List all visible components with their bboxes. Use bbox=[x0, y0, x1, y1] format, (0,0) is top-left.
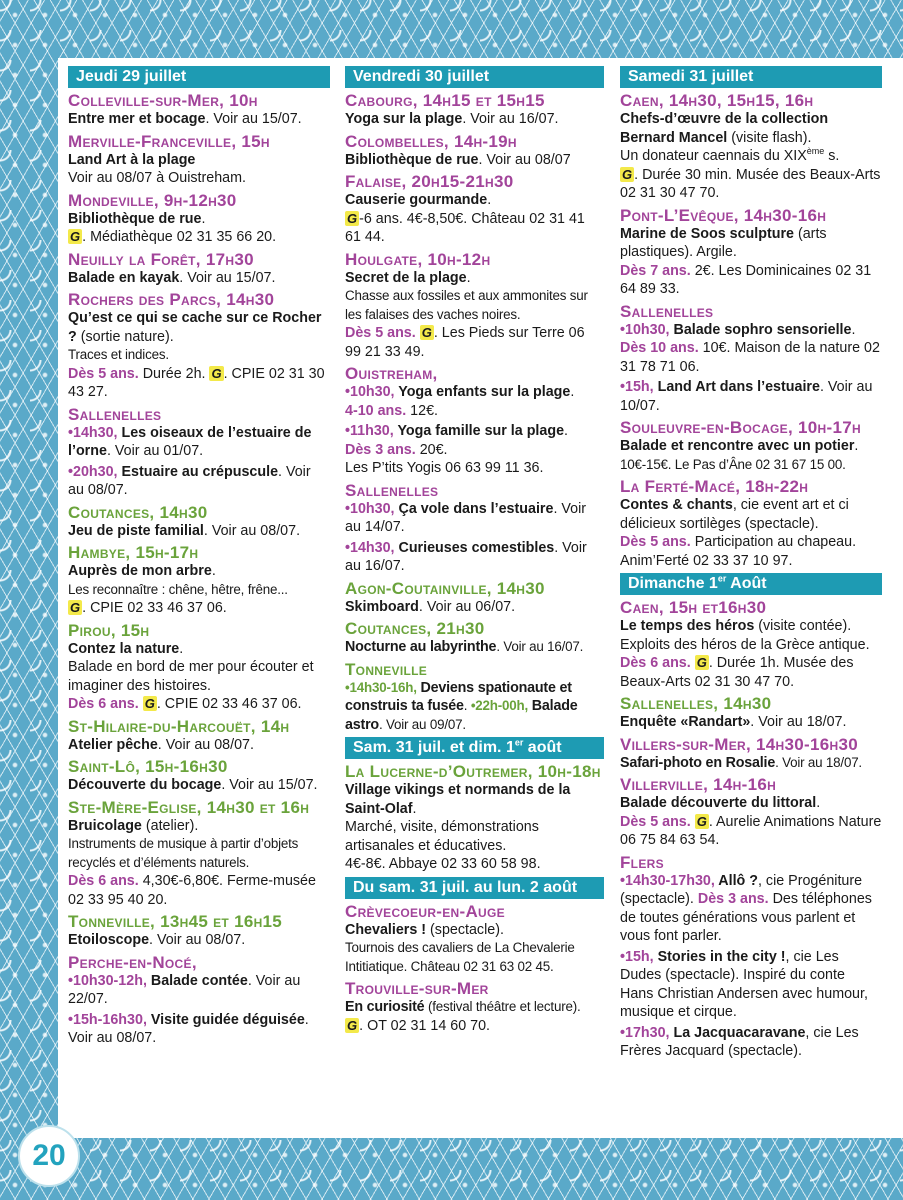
event-title: Causerie gourmande bbox=[345, 192, 488, 208]
free-icon: G bbox=[211, 365, 222, 381]
event-place: Caen, 14h30, 15h15, 16h bbox=[620, 91, 814, 110]
event-title: Land Art dans l’estuaire bbox=[653, 379, 820, 395]
free-icon: G bbox=[144, 696, 155, 711]
event-info: . Voir au 15/07. bbox=[205, 111, 302, 127]
event-place: Sallenelles bbox=[345, 480, 439, 500]
event-place: Mondeville, 9h-12h30 bbox=[68, 190, 237, 210]
event: Pont-L’Evêque, 14h30-16h Marine de Soos sculpture (arts plastiques). Argile. Dès 7 ans. 2€. Les Dominicaines 02 31 64 89 33. bbox=[620, 206, 882, 299]
event: Caen, 15h et16h30 Le temps des héros (visite contée). Exploits des héros de la Grèce antique. Dès 6 ans. G . Durée 1h. Musée des Beaux-Arts 02 31 30 47 70. bbox=[620, 598, 882, 691]
event-place: Crèvecoeur-en-Auge bbox=[345, 901, 505, 921]
event: Colombelles, 14h-19h Bibliothèque de rue. Voir au 08/07 bbox=[345, 132, 604, 170]
event: Ste-Mère-Eglise, 14h30 et 16h Bruicolage (atelier). Instruments de musique à partir d’objets recyclés et d’éléments naturels. Dès 6 ans. 4,30€-6,80€. Ferme-musée 02 33 95 40 20. bbox=[68, 798, 330, 910]
event-place: Saint-Lô, 15h-16h30 bbox=[68, 757, 228, 776]
event: Villers-sur-Mer, 14h30-16h30 Safari-photo en Rosalie. Voir au 18/07. bbox=[620, 735, 882, 773]
age-label: Dès 6 ans. bbox=[620, 655, 691, 671]
event-title: Contes & chants bbox=[620, 497, 733, 513]
event-place: Souleuvre-en-Bocage, 10h-17h bbox=[620, 418, 861, 437]
event-time: •22h-00h, bbox=[470, 698, 529, 713]
day-header: Sam. 31 juil. et dim. 1er août bbox=[345, 737, 604, 759]
event-place: Villers-sur-Mer, 14h30-16h30 bbox=[620, 734, 858, 754]
event-place: Hambye, 15h-17h bbox=[68, 543, 199, 562]
event-title: Ça vole dans l’estuaire bbox=[394, 500, 554, 517]
event-title: Balade découverte du littoral bbox=[620, 795, 817, 811]
age-label: Dès 5 ans. bbox=[620, 534, 691, 550]
event-time: •14h30-17h30, bbox=[620, 872, 715, 889]
event-title: Yoga famille sur la plage bbox=[393, 423, 565, 439]
event-place: Sallenelles, 14h30 bbox=[620, 694, 772, 713]
event-place: Pirou, 15h bbox=[68, 620, 150, 640]
event-place: Coutances, 14h30 bbox=[68, 502, 208, 522]
event-place: Trouville-sur-Mer bbox=[345, 979, 489, 998]
event: La Ferté-Macé, 18h-22h Contes & chants, cie event art et ci délicieux sortilèges (spectacle). Dès 5 ans. Participation au chapeau. Anim’Ferté 02 33 37 10 97. bbox=[620, 477, 882, 570]
event-place: Sallenelles bbox=[620, 301, 714, 321]
event: Saint-Lô, 15h-16h30 Découverte du bocage. Voir au 15/07. bbox=[68, 757, 330, 795]
event-place: Agon-Coutainville, 14h30 bbox=[345, 578, 545, 598]
event: Cabourg, 14h15 et 15h15 Yoga sur la plage. Voir au 16/07. bbox=[345, 91, 604, 129]
page-number: 20 bbox=[18, 1125, 80, 1187]
event: Sallenelles •14h30, Les oiseaux de l’estuaire de l’orne. Voir au 01/07. •20h30, Estuaire au crépuscule. Voir au 08/07. bbox=[68, 405, 330, 500]
event-description: Instruments de musique à partir d’objets recyclés et d’éléments naturels. bbox=[68, 836, 299, 870]
event: Hambye, 15h-17h Auprès de mon arbre. Les reconnaître : chêne, hêtre, frêne... G . CPIE 02 33 46 37 06. bbox=[68, 543, 330, 618]
event-time: •15h, bbox=[620, 948, 654, 965]
event-title: Chefs-d’œuvre de la collection Bernard Mancel bbox=[620, 111, 829, 146]
event-title: Curieuses comestibles bbox=[394, 539, 555, 556]
event-place: Colleville-sur-Mer, 10h bbox=[68, 91, 258, 110]
age-label: Dès 7 ans. bbox=[620, 262, 691, 279]
event: Coutances, 14h30 Jeu de piste familial. Voir au 08/07. bbox=[68, 503, 330, 541]
event: Pirou, 15h Contez la nature. Balade en bord de mer pour écouter et imaginer des histoires. Dès 6 ans. G . CPIE 02 33 46 37 06. bbox=[68, 621, 330, 714]
event-info: . Voir au 15/07. bbox=[179, 269, 276, 286]
event-title: Découverte du bocage bbox=[68, 777, 222, 793]
event-title: Atelier pêche bbox=[68, 736, 158, 753]
event-title: Safari-photo en Rosalie bbox=[620, 754, 776, 771]
age-label: Dès 10 ans. bbox=[620, 340, 699, 356]
event-title: Secret de la plage bbox=[345, 269, 467, 286]
event: Sallenelles •10h30, Ça vole dans l’estuaire. Voir au 14/07. •14h30, Curieuses comestibles. Voir au 16/07. bbox=[345, 481, 604, 576]
event-time: •10h30, bbox=[345, 500, 395, 517]
day-header: Samedi 31 juillet bbox=[620, 66, 882, 88]
day-header: Vendredi 30 juillet bbox=[345, 66, 604, 88]
event-place: Caen, 15h et16h30 bbox=[620, 598, 767, 617]
free-icon: G bbox=[347, 210, 358, 226]
event-title: Visite guidée déguisée bbox=[146, 1011, 305, 1028]
age-label: Dès 5 ans. bbox=[345, 325, 416, 341]
event-time: •10h30, bbox=[620, 321, 670, 338]
event-title: Skimboard bbox=[345, 598, 419, 615]
event-time: •20h30, bbox=[68, 463, 118, 480]
event: Sallenelles, 14h30 Enquête «Randart». Voir au 18/07. bbox=[620, 694, 882, 732]
column-friday bbox=[345, 66, 604, 1038]
event-title: Chevaliers ! bbox=[345, 921, 427, 938]
agenda-page bbox=[58, 58, 903, 1138]
event-place: Tonneville, 13h45 et 16h15 bbox=[68, 912, 283, 931]
event-title: Balade astro bbox=[345, 698, 578, 733]
event: Falaise, 20h15-21h30 Causerie gourmande. G -6 ans. 4€-8,50€. Château 02 31 41 61 44. bbox=[345, 172, 604, 247]
event bbox=[68, 132, 330, 188]
event-place: Cabourg, 14h15 et 15h15 bbox=[345, 91, 545, 110]
event-place: Rochers des Parcs, 14h30 bbox=[68, 290, 275, 309]
event-title: Enquête «Randart» bbox=[620, 714, 751, 730]
event bbox=[68, 91, 330, 129]
event-title: Deviens spationaute et construis ta fusée bbox=[345, 679, 572, 714]
event-title: Estuaire au crépuscule bbox=[117, 463, 279, 480]
event-title: La Jacquacaravane bbox=[669, 1024, 806, 1041]
event-time: •15h-16h30, bbox=[68, 1011, 147, 1028]
age-label: Dès 6 ans. bbox=[68, 873, 139, 889]
event-title: Stories in the city ! bbox=[653, 948, 786, 965]
age-label: Dès 3 ans. bbox=[697, 891, 769, 907]
event: Souleuvre-en-Bocage, 10h-17h Balade et rencontre avec un potier. 10€-15€. Le Pas d’Âne 02 31 67 15 00. bbox=[620, 418, 882, 474]
event: Villerville, 14h-16h Balade découverte du littoral. Dès 5 ans. G . Aurelie Animations Nature 06 75 84 63 54. bbox=[620, 775, 882, 848]
event-info: Les P’tits Yogis 06 63 99 11 36. bbox=[345, 460, 544, 476]
column-thursday bbox=[68, 66, 330, 1051]
event-title: Bibliothèque de rue bbox=[68, 210, 202, 227]
event: Flers •14h30-17h30, Allô ?, cie Progéniture (spectacle). Dès 3 ans. Des téléphones de toutes générations vous parlent et vous font parler. •15h, Stories in the city !, cie Les Dudes (spectacle). Inspiré du conte Hans Christian Andersen avec humour, musique et cirque. •17h30, La Jacquacaravane, cie Les Frères Jacquard (spectacle). bbox=[620, 853, 882, 1061]
event-title: Etoiloscope bbox=[68, 932, 150, 948]
free-icon: G bbox=[622, 166, 633, 182]
event bbox=[68, 250, 330, 288]
event-title: Qu’est ce qui se cache sur ce Rocher ? bbox=[68, 310, 322, 345]
event-time: •17h30, bbox=[620, 1024, 670, 1041]
event-title: Balade sophro sensorielle bbox=[669, 321, 852, 338]
event: La Lucerne-d’Outremer, 10h-18h Village vikings et normands de la Saint-Olaf. Marché, visite, démonstrations artisanales et éducatives. 4€-8€. Abbaye 02 33 60 58 98. bbox=[345, 762, 604, 874]
event-place: Ste-Mère-Eglise, 14h30 et 16h bbox=[68, 797, 310, 817]
event-time: •14h30, bbox=[345, 539, 395, 556]
event: Mondeville, 9h-12h30 Bibliothèque de rue. G . Médiathèque 02 31 35 66 20. bbox=[68, 191, 330, 247]
event-time: •15h, bbox=[620, 379, 654, 395]
event: Agon-Coutainville, 14h30 Skimboard. Voir au 06/07. bbox=[345, 579, 604, 617]
event-info: 4€-8€. Abbaye 02 33 60 58 98. bbox=[345, 856, 541, 872]
free-icon: G bbox=[347, 1017, 358, 1033]
event-time: •11h30, bbox=[345, 423, 394, 439]
event-place: Merville-Franceville, 15h bbox=[68, 131, 270, 151]
event-place: Perche-en-Nocé, bbox=[68, 952, 197, 972]
event-title: Yoga sur la plage bbox=[345, 111, 463, 127]
event-description: 10€-15€. Le Pas d’Âne 02 31 67 15 00. bbox=[620, 456, 846, 472]
free-icon: G bbox=[70, 600, 81, 615]
day-header: Dimanche 1er Août bbox=[620, 573, 882, 595]
event-description: Balade en bord de mer pour écouter et imaginer des histoires. bbox=[68, 659, 314, 694]
event-description: Chasse aux fossiles et aux ammonites sur les falaises des vaches noires. bbox=[345, 288, 588, 322]
day-header: Du sam. 31 juil. au lun. 2 août bbox=[345, 877, 604, 899]
free-icon: G bbox=[70, 229, 81, 244]
event-title: Village vikings et normands de la Saint-Olaf bbox=[345, 782, 571, 817]
event-place: Colombelles, 14h-19h bbox=[345, 131, 517, 151]
age-label: 4-10 ans. bbox=[345, 402, 407, 419]
event: Caen, 14h30, 15h15, 16h Chefs-d’œuvre de la collection Bernard Mancel (visite flash). Un donateur caennais du XIXème s. G . Durée 30 min. Musée des Beaux-Arts 02 31 30 47 70. bbox=[620, 91, 881, 201]
age-label: Dès 5 ans. bbox=[620, 813, 691, 830]
event-place: Neuilly la Forêt, 17h30 bbox=[68, 249, 254, 269]
event: Rochers des Parcs, 14h30 Qu’est ce qui se cache sur ce Rocher ? (sortie nature). Traces et indices. Dès 5 ans. Durée 2h. G . CPIE 02 31 30 43 27. bbox=[68, 290, 330, 402]
event-place: Houlgate, 10h-12h bbox=[345, 249, 491, 269]
event: Perche-en-Nocé, •10h30-12h, Balade contée. Voir au 22/07. •15h-16h30, Visite guidée déguisée. Voir au 08/07. bbox=[68, 953, 330, 1048]
event: Tonneville, 13h45 et 16h15 Etoiloscope. Voir au 08/07. bbox=[68, 912, 330, 950]
event-place: La Lucerne-d’Outremer, 10h-18h bbox=[345, 762, 601, 781]
event: Houlgate, 10h-12h Secret de la plage. Chasse aux fossiles et aux ammonites sur les falaises des vaches noires. Dès 5 ans. G . Les Pieds sur Terre 06 99 21 33 49. bbox=[345, 250, 604, 362]
column-saturday bbox=[620, 66, 882, 1064]
free-icon: G bbox=[421, 325, 432, 340]
event-time: •10h30, bbox=[345, 384, 395, 400]
event-title: Les oiseaux de l’estuaire de l’orne bbox=[68, 424, 312, 459]
event-title: Bruicolage bbox=[68, 817, 142, 834]
event-title: Auprès de mon arbre bbox=[68, 563, 212, 579]
event-place: Tonneville bbox=[345, 659, 428, 679]
event: St-Hilaire-du-Harcouët, 14h Atelier pêche. Voir au 08/07. bbox=[68, 717, 330, 755]
event-place: Coutances, 21h30 bbox=[345, 619, 485, 638]
event-time: •10h30-12h, bbox=[68, 972, 147, 989]
event-title: Yoga enfants sur la plage bbox=[394, 384, 571, 400]
event: Ouistreham, •10h30, Yoga enfants sur la plage. 4-10 ans. 12€. •11h30, Yoga famille sur la plage. Dès 3 ans. 20€. Les P’tits Yogis 06 63 99 11 36. bbox=[345, 364, 604, 478]
event-place: St-Hilaire-du-Harcouët, 14h bbox=[68, 716, 290, 736]
event-title: Allô ? bbox=[714, 872, 758, 889]
event-place: Pont-L’Evêque, 14h30-16h bbox=[620, 205, 827, 225]
event-info: . Médiathèque 02 31 35 66 20. bbox=[82, 229, 277, 245]
age-label: Dès 5 ans. bbox=[68, 365, 139, 382]
event-title: Balade contée bbox=[146, 972, 248, 989]
event-title: Contez la nature bbox=[68, 640, 180, 657]
event-place: Ouistreham, bbox=[345, 364, 438, 383]
event-time: •14h30, bbox=[68, 424, 118, 441]
event-title: Nocturne au labyrinthe bbox=[345, 639, 497, 655]
event-title: Balade en kayak bbox=[68, 269, 180, 286]
event: Trouville-sur-Mer En curiosité (festival théâtre et lecture). G . OT 02 31 14 60 70. bbox=[345, 979, 604, 1035]
free-icon: G bbox=[696, 655, 707, 670]
event-title: Land Art à la plage bbox=[68, 151, 196, 168]
event-description: Un donateur caennais du XIXème s. bbox=[620, 146, 840, 164]
event: Coutances, 21h30 Nocturne au labyrinthe. Voir au 16/07. bbox=[345, 619, 604, 657]
event-time: •14h30-16h, bbox=[345, 679, 417, 695]
event-place: Falaise, 20h15-21h30 bbox=[345, 172, 514, 191]
day-header: Jeudi 29 juillet bbox=[68, 66, 330, 88]
event: Crèvecoeur-en-Auge Chevaliers ! (spectacle). Tournois des cavaliers de La Chevalerie Intitiatique. Château 02 31 63 02 45. bbox=[345, 902, 604, 977]
age-label: Dès 3 ans. bbox=[345, 441, 416, 458]
age-label: Dès 6 ans. bbox=[68, 696, 139, 712]
event-title: Marine de Soos sculpture bbox=[620, 225, 794, 242]
event-place: Villerville, 14h-16h bbox=[620, 775, 777, 794]
event-title: Bibliothèque de rue bbox=[345, 151, 479, 168]
event-title: Balade et rencontre avec un potier bbox=[620, 438, 855, 454]
event-place: Flers bbox=[620, 852, 664, 872]
event-title: En curiosité bbox=[345, 999, 425, 1015]
event-title: Jeu de piste familial bbox=[68, 522, 204, 539]
event-info: Voir au 08/07 à Ouistreham. bbox=[68, 170, 247, 186]
event-info: . CPIE 02 31 30 43 27. bbox=[68, 365, 325, 400]
event-place: Sallenelles bbox=[68, 404, 162, 424]
event-title: Entre mer et bocage bbox=[68, 111, 206, 127]
event-place: La Ferté-Macé, 18h-22h bbox=[620, 477, 809, 496]
event-description: Tournois des cavaliers de La Chevalerie Intitiatique. Château 02 31 63 02 45. bbox=[345, 940, 575, 974]
event-description: Les reconnaître : chêne, hêtre, frêne... bbox=[68, 581, 288, 597]
event-description: Marché, visite, démonstrations artisanales et éducatives. bbox=[345, 819, 539, 854]
event-title: Le temps des héros bbox=[620, 618, 755, 634]
event: Tonneville •14h30-16h, Deviens spationaute et construis ta fusée. •22h-00h, Balade astro. Voir au 09/07. bbox=[345, 660, 604, 735]
event: Sallenelles •10h30, Balade sophro sensorielle. Dès 10 ans. 10€. Maison de la nature 02 31 78 71 06. •15h, Land Art dans l’estuaire. Voir au 10/07. bbox=[620, 302, 882, 416]
event-description: Traces et indices. bbox=[68, 347, 169, 362]
free-icon: G bbox=[696, 813, 707, 829]
